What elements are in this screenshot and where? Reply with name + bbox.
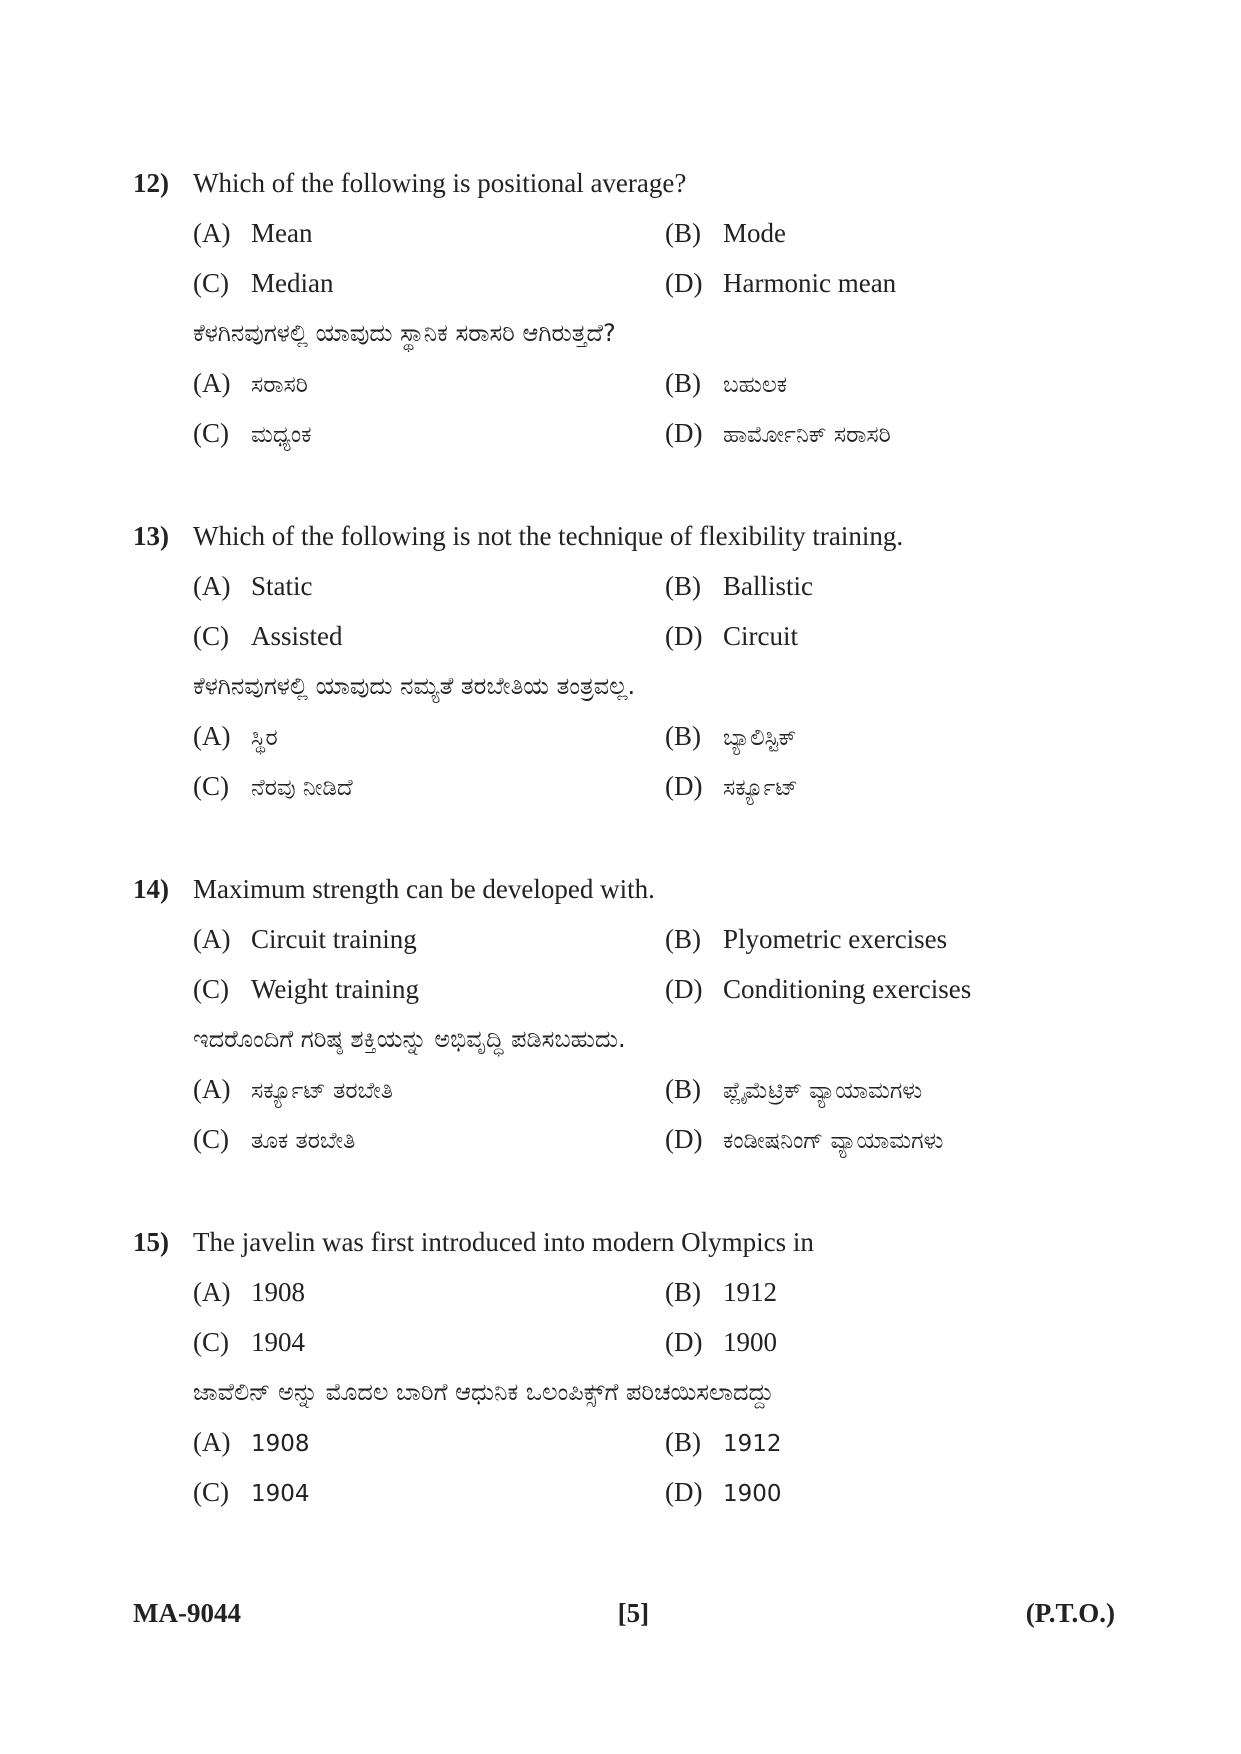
- option-key: (D): [665, 974, 703, 1004]
- option-key: (B): [665, 571, 701, 601]
- option-value: ಸರಾಸರಿ: [251, 372, 308, 398]
- option-a: [193, 208, 665, 258]
- option-value: Circuit training: [251, 924, 417, 954]
- option-value: 1912: [723, 1431, 782, 1457]
- option-value: 1904: [251, 1327, 305, 1357]
- kn-option-c: [193, 761, 665, 811]
- option-d: [665, 611, 1125, 661]
- option-key: (C): [193, 1124, 229, 1154]
- option-value: ಸರ್ಕ್ಯೂಟ್: [723, 775, 798, 801]
- option-key: (D): [665, 771, 703, 801]
- option-key: (A): [193, 368, 231, 398]
- option-b: [665, 561, 1125, 611]
- option-a: [193, 561, 665, 611]
- option-b: [665, 208, 1125, 258]
- english-options: [193, 561, 1133, 661]
- question-stem: [133, 1217, 1133, 1267]
- english-options: [193, 208, 1133, 308]
- option-a: [193, 914, 665, 964]
- kn-option-b: [665, 1064, 1125, 1114]
- question-13: [133, 511, 1133, 811]
- english-options: [193, 1267, 1133, 1367]
- option-key: (C): [193, 268, 229, 298]
- option-value: Harmonic mean: [723, 268, 897, 298]
- option-key: (B): [665, 924, 701, 954]
- option-key: (C): [193, 974, 229, 1004]
- option-key: (C): [193, 1477, 229, 1507]
- option-key: (A): [193, 924, 231, 954]
- question-stem: [133, 511, 1133, 561]
- option-a: [193, 1267, 665, 1317]
- question-number: 15): [133, 1227, 169, 1257]
- kn-option-b: [665, 711, 1125, 761]
- option-c: [193, 611, 665, 661]
- option-b: [665, 1267, 1125, 1317]
- option-value: ನೆರವು ನೀಡಿದೆ: [251, 775, 353, 801]
- option-value: 1912: [723, 1277, 777, 1307]
- option-key: (C): [193, 418, 229, 448]
- option-value: Mean: [251, 218, 313, 248]
- option-key: (B): [665, 218, 701, 248]
- option-value: ಕಂಡೀಷನಿಂಗ್ ವ್ಯಾಯಾಮಗಳು: [723, 1128, 944, 1154]
- option-value: ಬಹುಲಕ: [723, 372, 788, 398]
- option-value: 1900: [723, 1481, 782, 1507]
- option-d: [665, 964, 1125, 1014]
- kn-option-b: [665, 358, 1125, 408]
- question-number: 14): [133, 874, 169, 904]
- option-key: (C): [193, 1327, 229, 1357]
- option-value: ಬ್ಯಾಲಿಸ್ಟಿಕ್: [723, 725, 797, 751]
- option-key: (D): [665, 1477, 703, 1507]
- kannada-question-text: ಇದರೊಂದಿಗೆ ಗರಿಷ್ಠ ಶಕ್ತಿಯನ್ನು ಅಭಿವೃದ್ಧಿ ಪಡಿಸಬಹುದು.: [193, 1025, 626, 1053]
- option-c: [193, 1317, 665, 1367]
- paper-code: MA-9044: [133, 1598, 241, 1628]
- question-text: The javelin was first introduced into modern Olympics in: [193, 1227, 814, 1257]
- option-key: (D): [665, 1124, 703, 1154]
- kn-option-d: [665, 1467, 1125, 1517]
- kn-option-a: [193, 358, 665, 408]
- option-key: (D): [665, 268, 703, 298]
- kannada-options: [193, 358, 1133, 458]
- option-value: Circuit: [723, 621, 798, 651]
- option-key: (B): [665, 368, 701, 398]
- kannada-question-text: ಜಾವೆಲಿನ್ ಅನ್ನು ಮೊದಲ ಬಾರಿಗೆ ಆಧುನಿಕ ಒಲಂಪಿಕ್ಸ್‌ಗೆ ಪರಿಚಯಿಸಲಾದದ್ದು: [193, 1378, 774, 1406]
- option-c: [193, 964, 665, 1014]
- option-key: (B): [665, 1074, 701, 1104]
- kannada-options: [193, 1417, 1133, 1517]
- option-key: (C): [193, 771, 229, 801]
- kn-option-d: [665, 1114, 1125, 1164]
- kn-option-a: [193, 711, 665, 761]
- option-d: [665, 258, 1125, 308]
- option-value: 1908: [251, 1277, 305, 1307]
- option-key: (D): [665, 1327, 703, 1357]
- kn-option-c: [193, 1114, 665, 1164]
- option-key: (A): [193, 1427, 231, 1457]
- option-value: Plyometric exercises: [723, 924, 948, 954]
- kn-option-c: [193, 1467, 665, 1517]
- option-key: (D): [665, 418, 703, 448]
- option-key: (A): [193, 721, 231, 751]
- option-value: 1908: [251, 1431, 310, 1457]
- option-value: Mode: [723, 218, 786, 248]
- question-text: Which of the following is not the technique of flexibility training.: [193, 521, 904, 551]
- kannada-options: [193, 1064, 1133, 1164]
- kn-option-b: [665, 1417, 1125, 1467]
- option-value: ಮಧ್ಯಂಕ: [251, 422, 312, 448]
- question-number: 13): [133, 521, 169, 551]
- question-15: [133, 1217, 1133, 1517]
- option-value: 1904: [251, 1481, 310, 1507]
- kn-option-c: [193, 408, 665, 458]
- option-key: (C): [193, 621, 229, 651]
- option-key: (A): [193, 218, 231, 248]
- question-number: 12): [133, 168, 169, 198]
- question-stem: [133, 864, 1133, 914]
- kannada-question-text: ಕೆಳಗಿನವುಗಳಲ್ಲಿ ಯಾವುದು ಸ್ಥಾನಿಕ ಸರಾಸರಿ ಆಗಿರುತ್ತದೆ?: [193, 319, 616, 347]
- option-key: (A): [193, 1277, 231, 1307]
- option-value: Median: [251, 268, 334, 298]
- option-value: Assisted: [251, 621, 343, 651]
- option-key: (B): [665, 1277, 701, 1307]
- kannada-question-text: ಕೆಳಗಿನವುಗಳಲ್ಲಿ ಯಾವುದು ನಮ್ಯತೆ ತರಬೇತಿಯ ತಂತ್ರವಲ್ಲ.: [193, 672, 636, 700]
- option-key: (A): [193, 571, 231, 601]
- kn-option-a: [193, 1417, 665, 1467]
- option-value: 1900: [723, 1327, 777, 1357]
- page-number: [5]: [617, 1598, 650, 1628]
- option-value: ಹಾರ್ಮೋನಿಕ್ ಸರಾಸರಿ: [723, 422, 891, 448]
- kn-option-d: [665, 408, 1125, 458]
- option-value: Conditioning exercises: [723, 974, 972, 1004]
- kn-option-a: [193, 1064, 665, 1114]
- option-value: ಸರ್ಕ್ಯೂಟ್ ತರಬೇತಿ: [251, 1078, 393, 1104]
- option-key: (A): [193, 1074, 231, 1104]
- option-value: ಪ್ಲೈಮೆಟ್ರಿಕ್ ವ್ಯಾಯಾಮಗಳು: [723, 1078, 923, 1104]
- question-stem: [133, 158, 1133, 208]
- kn-option-d: [665, 761, 1125, 811]
- question-14: [133, 864, 1133, 1164]
- option-key: (B): [665, 1427, 701, 1457]
- option-value: ತೂಕ ತರಬೇತಿ: [251, 1128, 356, 1154]
- option-d: [665, 1317, 1125, 1367]
- option-value: Weight training: [251, 974, 420, 1004]
- option-value: Ballistic: [723, 571, 813, 601]
- question-text: Maximum strength can be developed with.: [193, 874, 655, 904]
- option-b: [665, 914, 1125, 964]
- option-key: (D): [665, 621, 703, 651]
- english-options: [193, 914, 1133, 1014]
- option-value: ಸ್ಥಿರ: [251, 725, 278, 751]
- option-key: (B): [665, 721, 701, 751]
- page-footer: [133, 1598, 1115, 1629]
- option-c: [193, 258, 665, 308]
- kannada-options: [193, 711, 1133, 811]
- question-text: Which of the following is positional average?: [193, 168, 687, 198]
- please-turn-over: (P.T.O.): [1025, 1598, 1115, 1628]
- option-value: Static: [251, 571, 313, 601]
- question-12: [133, 158, 1133, 458]
